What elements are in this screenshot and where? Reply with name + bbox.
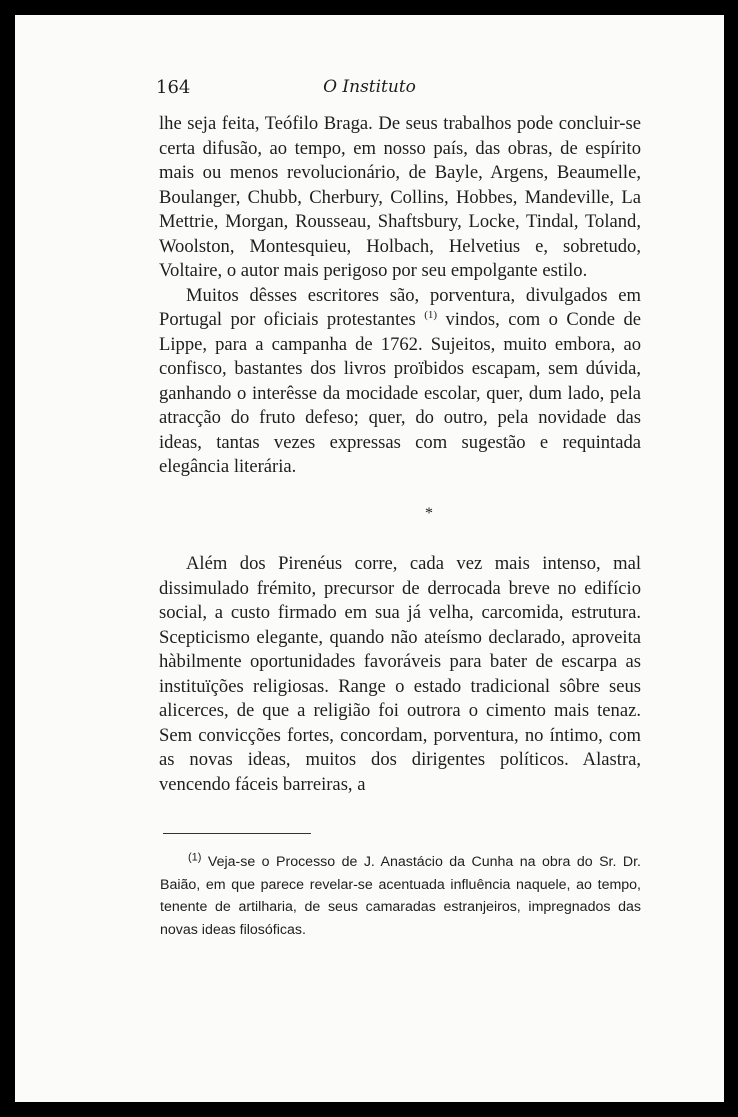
paragraph-1: lhe seja feita, Teófilo Braga. De seus trabalhos pode concluir-se certa difusão, ao tempo, em nosso país, das obras, de espírito mais ou menos revolucionário, de Bayle, Argens, Beaumelle, Boulanger, Chubb, Cherbury, Collins, Hobbes, Mandeville, La Mettrie, Morgan, Rousseau, Shaftsbury, Locke, Tindal, Toland, Woolston, Montesquieu, Holbach, Helvetius e, sobretudo, Voltaire, o autor mais perigoso por seu empolgante estilo. — [159, 113, 641, 281]
paragraph-2-end: vindos, com o Conde de Lippe, para a campanha de 1762. Sujeitos, muito embora, ao confisco, bastantes dos livros proïbidos escapam, sem dúvida, ganhando o interêsse da mocidade escolar, quer, dum lado, pela atracção do fruto defeso; quer, do outro, pela novidade das ideas, tantas vezes expressas com sugestão e requintada elegância literária. — [159, 309, 641, 477]
paragraph-3: Além dos Pirenéus corre, cada vez mais intenso, mal dissimulado frémito, precursor de derrocada breve no edifício social, a custo firmado em sua já velha, carcomida, estrutura. Scepticismo elegante, quando não ateísmo declarado, aproveita hàbilmente oportunidades favoráveis para bater de escarpa as instituïções religiosas. Range o estado tradicional sôbre seus alicerces, de que a religião foi outrora o cimento mais tenaz. Sem convicções fortes, concordam, porventura, no íntimo, com as novas ideas, muitos dos dirigentes políticos. Alastra, vencendo fáceis barreiras, a — [159, 553, 641, 795]
book-page — [15, 15, 724, 1102]
running-title: O Instituto — [323, 77, 416, 97]
main-text — [159, 112, 641, 797]
paragraph-2-start: Muitos dêsses escritores são, porventura, divulgados em Portugal por oficiais protestantes — [159, 284, 641, 330]
page-number: 164 — [156, 77, 191, 98]
footnote-marker: (1) — [188, 851, 202, 864]
section-separator: * — [425, 504, 433, 522]
paragraph-2 — [159, 284, 641, 480]
footnote-divider — [163, 833, 311, 834]
footnote — [160, 851, 641, 941]
footnote-reference: (1) — [424, 308, 438, 321]
page-header — [15, 75, 724, 105]
footnote-text: Veja-se o Processo de J. Anastácio da Cunha na obra do Sr. Dr. Baião, em que parece revelar-se acentuada influência naquele, ao tempo, tenente de artilharia, de seus camaradas estranjeiros, impregnados das novas ideas filosóficas. — [160, 854, 641, 938]
